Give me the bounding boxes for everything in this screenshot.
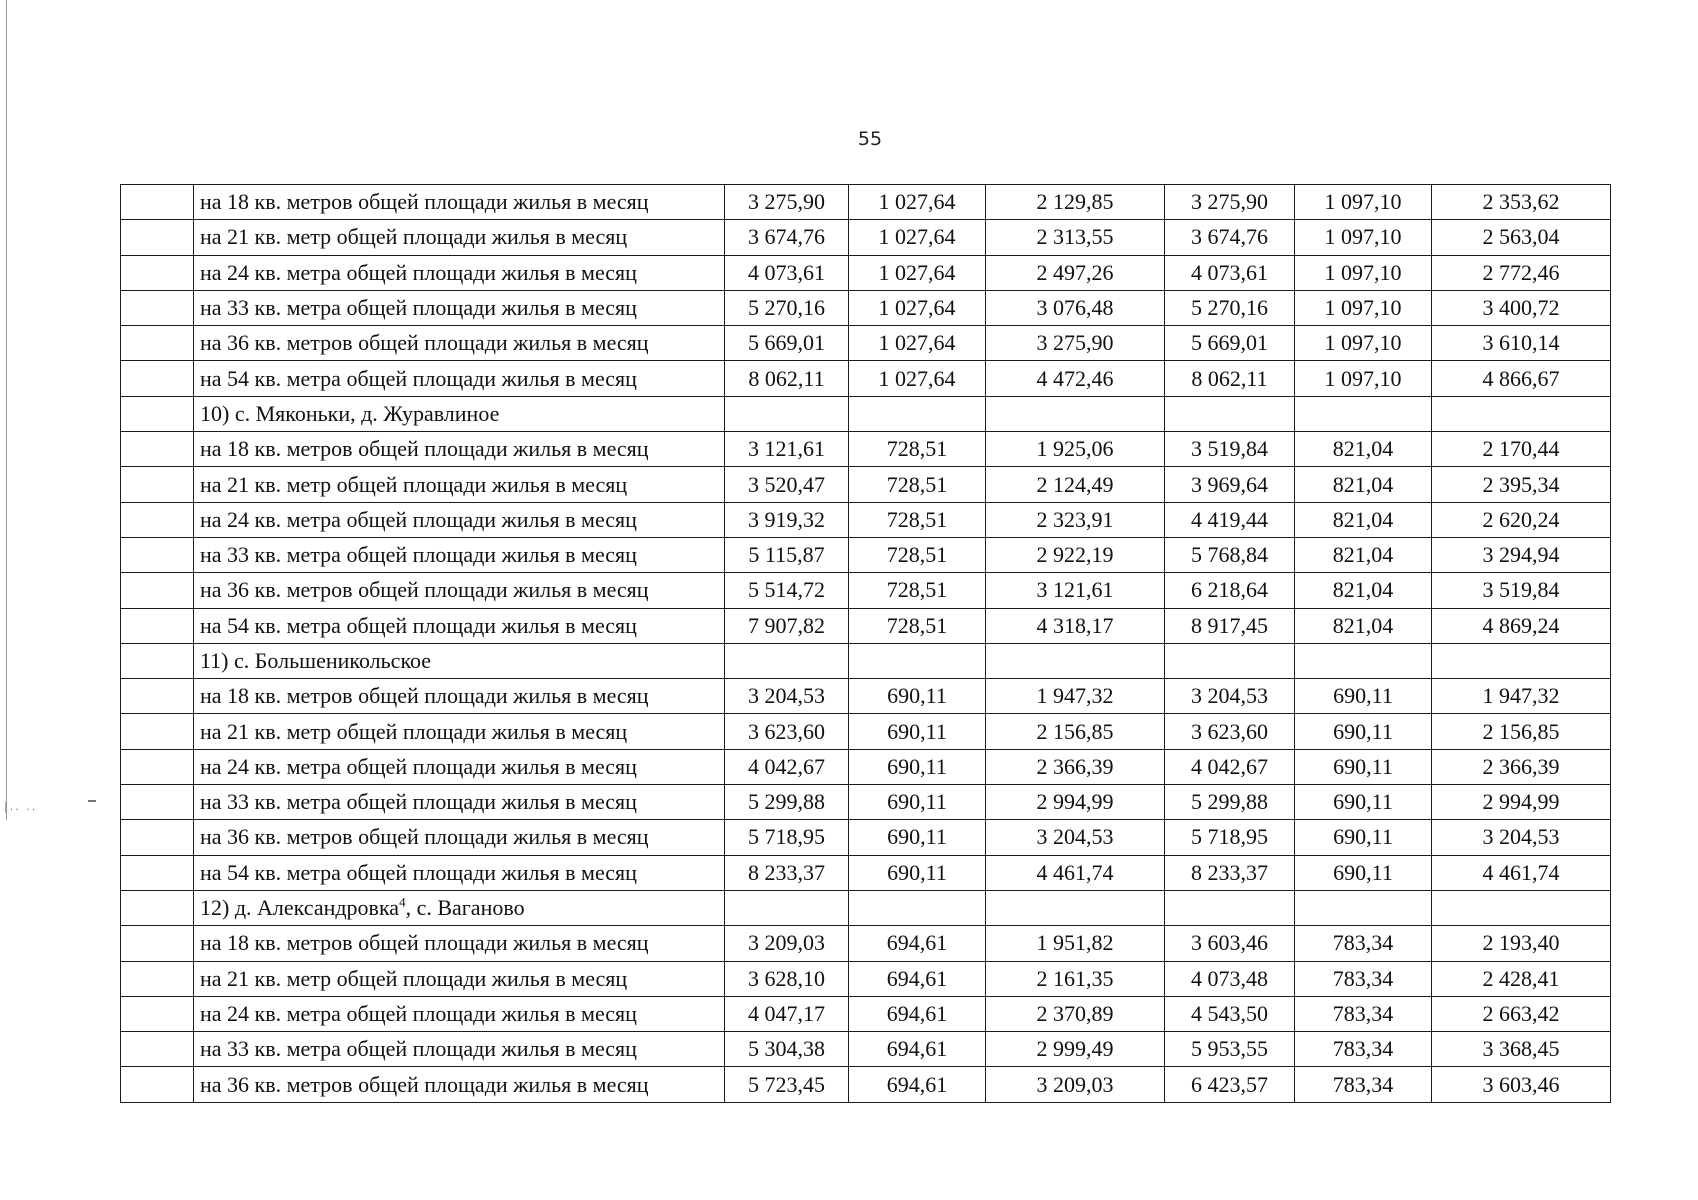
table-row xyxy=(121,467,1611,502)
value-cell: 5 669,01 xyxy=(725,326,849,361)
page-number: 55 xyxy=(857,128,883,150)
value-cell: 3 294,94 xyxy=(1432,537,1611,572)
empty-value-cell xyxy=(849,643,986,678)
empty-value-cell xyxy=(986,890,1165,925)
value-cell: 8 917,45 xyxy=(1165,608,1295,643)
value-cell: 2 663,42 xyxy=(1432,996,1611,1031)
value-cell: 3 275,90 xyxy=(986,326,1165,361)
value-cell: 3 519,84 xyxy=(1165,432,1295,467)
value-cell: 821,04 xyxy=(1295,608,1432,643)
area-norm-label: на 33 кв. метра общей площади жилья в месяц xyxy=(194,1032,725,1067)
value-cell: 2 772,46 xyxy=(1432,255,1611,290)
value-cell: 4 073,61 xyxy=(1165,255,1295,290)
value-cell: 3 275,90 xyxy=(1165,185,1295,220)
row-number-cell xyxy=(121,220,194,255)
value-cell: 2 193,40 xyxy=(1432,926,1611,961)
row-number-cell xyxy=(121,432,194,467)
value-cell: 5 718,95 xyxy=(1165,820,1295,855)
value-cell: 690,11 xyxy=(1295,714,1432,749)
value-cell: 5 718,95 xyxy=(725,820,849,855)
area-norm-label: на 21 кв. метр общей площади жилья в месяц xyxy=(194,467,725,502)
value-cell: 3 610,14 xyxy=(1432,326,1611,361)
row-number-cell xyxy=(121,573,194,608)
value-cell: 1 027,64 xyxy=(849,290,986,325)
value-cell: 3 628,10 xyxy=(725,961,849,996)
value-cell: 694,61 xyxy=(849,961,986,996)
table-row xyxy=(121,361,1611,396)
area-norm-label: на 24 кв. метра общей площади жилья в месяц xyxy=(194,502,725,537)
empty-value-cell xyxy=(1295,396,1432,431)
empty-value-cell xyxy=(1165,396,1295,431)
value-cell: 5 304,38 xyxy=(725,1032,849,1067)
table-row xyxy=(121,1032,1611,1067)
value-cell: 2 129,85 xyxy=(986,185,1165,220)
scan-artifact: |.. .. xyxy=(4,800,38,813)
area-norm-label: на 18 кв. метров общей площади жилья в месяц xyxy=(194,432,725,467)
area-norm-label: на 18 кв. метров общей площади жилья в месяц xyxy=(194,679,725,714)
value-cell: 4 318,17 xyxy=(986,608,1165,643)
area-norm-label: на 21 кв. метр общей площади жилья в месяц xyxy=(194,714,725,749)
table-row xyxy=(121,432,1611,467)
table-group-row xyxy=(121,643,1611,678)
value-cell: 1 097,10 xyxy=(1295,361,1432,396)
value-cell: 1 951,82 xyxy=(986,926,1165,961)
table-row xyxy=(121,679,1611,714)
value-cell: 1 097,10 xyxy=(1295,290,1432,325)
value-cell: 2 563,04 xyxy=(1432,220,1611,255)
area-norm-label: на 33 кв. метра общей площади жилья в месяц xyxy=(194,785,725,820)
value-cell: 4 042,67 xyxy=(725,749,849,784)
table-row xyxy=(121,502,1611,537)
row-number-cell xyxy=(121,537,194,572)
value-cell: 1 027,64 xyxy=(849,361,986,396)
row-number-cell xyxy=(121,890,194,925)
row-number-cell xyxy=(121,396,194,431)
table-row xyxy=(121,255,1611,290)
value-cell: 4 543,50 xyxy=(1165,996,1295,1031)
table-row xyxy=(121,855,1611,890)
value-cell: 6 218,64 xyxy=(1165,573,1295,608)
value-cell: 4 073,48 xyxy=(1165,961,1295,996)
value-cell: 3 623,60 xyxy=(1165,714,1295,749)
value-cell: 3 121,61 xyxy=(986,573,1165,608)
tariff-table xyxy=(120,184,1611,1103)
value-cell: 1 027,64 xyxy=(849,185,986,220)
table-row xyxy=(121,996,1611,1031)
scan-left-edge xyxy=(6,0,7,820)
value-cell: 690,11 xyxy=(849,679,986,714)
value-cell: 1 097,10 xyxy=(1295,185,1432,220)
value-cell: 2 124,49 xyxy=(986,467,1165,502)
scan-artifact-dash xyxy=(88,800,96,802)
value-cell: 1 097,10 xyxy=(1295,326,1432,361)
table-row xyxy=(121,573,1611,608)
value-cell: 3 919,32 xyxy=(725,502,849,537)
row-number-cell xyxy=(121,749,194,784)
value-cell: 3 520,47 xyxy=(725,467,849,502)
row-number-cell xyxy=(121,290,194,325)
value-cell: 8 233,37 xyxy=(1165,855,1295,890)
value-cell: 2 366,39 xyxy=(1432,749,1611,784)
empty-value-cell xyxy=(1295,890,1432,925)
value-cell: 821,04 xyxy=(1295,432,1432,467)
value-cell: 690,11 xyxy=(849,714,986,749)
value-cell: 690,11 xyxy=(1295,679,1432,714)
value-cell: 783,34 xyxy=(1295,1067,1432,1102)
empty-value-cell xyxy=(1432,396,1611,431)
value-cell: 1 947,32 xyxy=(1432,679,1611,714)
area-norm-label: на 24 кв. метра общей площади жилья в месяц xyxy=(194,255,725,290)
row-number-cell xyxy=(121,996,194,1031)
value-cell: 5 514,72 xyxy=(725,573,849,608)
value-cell: 3 519,84 xyxy=(1432,573,1611,608)
group-label-suffix: , с. Ваганово xyxy=(405,895,525,921)
value-cell: 1 027,64 xyxy=(849,326,986,361)
table-row xyxy=(121,290,1611,325)
value-cell: 2 353,62 xyxy=(1432,185,1611,220)
value-cell: 7 907,82 xyxy=(725,608,849,643)
value-cell: 2 994,99 xyxy=(986,785,1165,820)
value-cell: 4 042,67 xyxy=(1165,749,1295,784)
row-number-cell xyxy=(121,467,194,502)
value-cell: 2 156,85 xyxy=(1432,714,1611,749)
value-cell: 821,04 xyxy=(1295,467,1432,502)
value-cell: 4 866,67 xyxy=(1432,361,1611,396)
value-cell: 3 603,46 xyxy=(1165,926,1295,961)
value-cell: 5 299,88 xyxy=(1165,785,1295,820)
area-norm-label: на 24 кв. метра общей площади жилья в месяц xyxy=(194,749,725,784)
value-cell: 2 395,34 xyxy=(1432,467,1611,502)
row-number-cell xyxy=(121,961,194,996)
empty-value-cell xyxy=(725,643,849,678)
value-cell: 2 323,91 xyxy=(986,502,1165,537)
value-cell: 2 156,85 xyxy=(986,714,1165,749)
row-number-cell xyxy=(121,643,194,678)
row-number-cell xyxy=(121,502,194,537)
table-group-row xyxy=(121,890,1611,925)
value-cell: 5 723,45 xyxy=(725,1067,849,1102)
value-cell: 5 669,01 xyxy=(1165,326,1295,361)
settlement-group-label xyxy=(194,396,725,431)
row-number-cell xyxy=(121,820,194,855)
value-cell: 690,11 xyxy=(1295,855,1432,890)
value-cell: 4 461,74 xyxy=(1432,855,1611,890)
value-cell: 3 204,53 xyxy=(725,679,849,714)
value-cell: 694,61 xyxy=(849,996,986,1031)
value-cell: 694,61 xyxy=(849,1067,986,1102)
value-cell: 2 620,24 xyxy=(1432,502,1611,537)
row-number-cell xyxy=(121,185,194,220)
value-cell: 2 428,41 xyxy=(1432,961,1611,996)
table-row xyxy=(121,961,1611,996)
tariff-table-body xyxy=(121,185,1611,1103)
value-cell: 783,34 xyxy=(1295,961,1432,996)
row-number-cell xyxy=(121,855,194,890)
value-cell: 3 209,03 xyxy=(725,926,849,961)
value-cell: 5 270,16 xyxy=(1165,290,1295,325)
value-cell: 1 027,64 xyxy=(849,255,986,290)
group-label-text: 10) с. Мяконьки, д. Журавлиное xyxy=(200,400,500,426)
value-cell: 5 270,16 xyxy=(725,290,849,325)
empty-value-cell xyxy=(1165,890,1295,925)
value-cell: 728,51 xyxy=(849,432,986,467)
table-row xyxy=(121,326,1611,361)
empty-value-cell xyxy=(1432,643,1611,678)
table-row xyxy=(121,185,1611,220)
value-cell: 5 115,87 xyxy=(725,537,849,572)
value-cell: 3 368,45 xyxy=(1432,1032,1611,1067)
value-cell: 3 204,53 xyxy=(1165,679,1295,714)
footnote-marker: 4 xyxy=(399,894,406,910)
value-cell: 728,51 xyxy=(849,502,986,537)
value-cell: 3 204,53 xyxy=(986,820,1165,855)
row-number-cell xyxy=(121,926,194,961)
value-cell: 2 170,44 xyxy=(1432,432,1611,467)
empty-value-cell xyxy=(849,396,986,431)
row-number-cell xyxy=(121,714,194,749)
value-cell: 690,11 xyxy=(849,749,986,784)
value-cell: 690,11 xyxy=(1295,785,1432,820)
table-row xyxy=(121,820,1611,855)
value-cell: 1 027,64 xyxy=(849,220,986,255)
value-cell: 4 461,74 xyxy=(986,855,1165,890)
empty-value-cell xyxy=(1432,890,1611,925)
table-row xyxy=(121,785,1611,820)
value-cell: 1 925,06 xyxy=(986,432,1165,467)
value-cell: 4 419,44 xyxy=(1165,502,1295,537)
value-cell: 1 097,10 xyxy=(1295,220,1432,255)
table-row xyxy=(121,608,1611,643)
value-cell: 1 097,10 xyxy=(1295,255,1432,290)
value-cell: 5 953,55 xyxy=(1165,1032,1295,1067)
value-cell: 690,11 xyxy=(849,785,986,820)
value-cell: 690,11 xyxy=(1295,820,1432,855)
table-row xyxy=(121,749,1611,784)
row-number-cell xyxy=(121,679,194,714)
row-number-cell xyxy=(121,255,194,290)
value-cell: 3 674,76 xyxy=(725,220,849,255)
value-cell: 821,04 xyxy=(1295,502,1432,537)
value-cell: 2 161,35 xyxy=(986,961,1165,996)
row-number-cell xyxy=(121,326,194,361)
value-cell: 4 047,17 xyxy=(725,996,849,1031)
value-cell: 2 313,55 xyxy=(986,220,1165,255)
value-cell: 3 204,53 xyxy=(1432,820,1611,855)
area-norm-label: на 21 кв. метр общей площади жилья в месяц xyxy=(194,220,725,255)
area-norm-label: на 33 кв. метра общей площади жилья в месяц xyxy=(194,290,725,325)
value-cell: 3 121,61 xyxy=(725,432,849,467)
value-cell: 821,04 xyxy=(1295,573,1432,608)
value-cell: 2 994,99 xyxy=(1432,785,1611,820)
settlement-group-label xyxy=(194,890,725,925)
value-cell: 2 497,26 xyxy=(986,255,1165,290)
value-cell: 783,34 xyxy=(1295,996,1432,1031)
value-cell: 728,51 xyxy=(849,537,986,572)
table-row xyxy=(121,537,1611,572)
area-norm-label: на 18 кв. метров общей площади жилья в месяц xyxy=(194,185,725,220)
value-cell: 2 370,89 xyxy=(986,996,1165,1031)
value-cell: 3 674,76 xyxy=(1165,220,1295,255)
value-cell: 2 922,19 xyxy=(986,537,1165,572)
area-norm-label: на 54 кв. метра общей площади жилья в месяц xyxy=(194,361,725,396)
value-cell: 8 233,37 xyxy=(725,855,849,890)
row-number-cell xyxy=(121,1032,194,1067)
value-cell: 821,04 xyxy=(1295,537,1432,572)
area-norm-label: на 36 кв. метров общей площади жилья в месяц xyxy=(194,1067,725,1102)
row-number-cell xyxy=(121,361,194,396)
value-cell: 3 969,64 xyxy=(1165,467,1295,502)
area-norm-label: на 54 кв. метра общей площади жилья в месяц xyxy=(194,608,725,643)
area-norm-label: на 36 кв. метров общей площади жилья в месяц xyxy=(194,573,725,608)
value-cell: 3 400,72 xyxy=(1432,290,1611,325)
value-cell: 5 768,84 xyxy=(1165,537,1295,572)
value-cell: 4 869,24 xyxy=(1432,608,1611,643)
area-norm-label: на 36 кв. метров общей площади жилья в месяц xyxy=(194,820,725,855)
value-cell: 728,51 xyxy=(849,573,986,608)
value-cell: 694,61 xyxy=(849,926,986,961)
empty-value-cell xyxy=(849,890,986,925)
value-cell: 783,34 xyxy=(1295,1032,1432,1067)
group-label-text: 11) с. Большеникольское xyxy=(200,648,432,673)
area-norm-label: на 33 кв. метра общей площади жилья в месяц xyxy=(194,537,725,572)
settlement-group-label xyxy=(194,643,725,678)
row-number-cell xyxy=(121,785,194,820)
value-cell: 3 603,46 xyxy=(1432,1067,1611,1102)
value-cell: 3 076,48 xyxy=(986,290,1165,325)
empty-value-cell xyxy=(1295,643,1432,678)
table-row xyxy=(121,1067,1611,1102)
value-cell: 728,51 xyxy=(849,467,986,502)
empty-value-cell xyxy=(986,643,1165,678)
value-cell: 3 209,03 xyxy=(986,1067,1165,1102)
area-norm-label: на 54 кв. метра общей площади жилья в месяц xyxy=(194,855,725,890)
empty-value-cell xyxy=(725,396,849,431)
empty-value-cell xyxy=(986,396,1165,431)
area-norm-label: на 21 кв. метр общей площади жилья в месяц xyxy=(194,961,725,996)
value-cell: 783,34 xyxy=(1295,926,1432,961)
value-cell: 3 275,90 xyxy=(725,185,849,220)
table-row xyxy=(121,714,1611,749)
area-norm-label: на 36 кв. метров общей площади жилья в месяц xyxy=(194,326,725,361)
value-cell: 2 366,39 xyxy=(986,749,1165,784)
value-cell: 3 623,60 xyxy=(725,714,849,749)
value-cell: 728,51 xyxy=(849,608,986,643)
table-group-row xyxy=(121,396,1611,431)
value-cell: 4 073,61 xyxy=(725,255,849,290)
value-cell: 6 423,57 xyxy=(1165,1067,1295,1102)
group-label-text: 12) д. Александровка xyxy=(200,895,400,921)
value-cell: 2 999,49 xyxy=(986,1032,1165,1067)
area-norm-label: на 18 кв. метров общей площади жилья в месяц xyxy=(194,926,725,961)
value-cell: 4 472,46 xyxy=(986,361,1165,396)
row-number-cell xyxy=(121,1067,194,1102)
table-row xyxy=(121,926,1611,961)
value-cell: 690,11 xyxy=(1295,749,1432,784)
table-row xyxy=(121,220,1611,255)
empty-value-cell xyxy=(1165,643,1295,678)
value-cell: 1 947,32 xyxy=(986,679,1165,714)
value-cell: 694,61 xyxy=(849,1032,986,1067)
value-cell: 8 062,11 xyxy=(1165,361,1295,396)
value-cell: 690,11 xyxy=(849,855,986,890)
empty-value-cell xyxy=(725,890,849,925)
row-number-cell xyxy=(121,608,194,643)
value-cell: 690,11 xyxy=(849,820,986,855)
area-norm-label: на 24 кв. метра общей площади жилья в месяц xyxy=(194,996,725,1031)
value-cell: 8 062,11 xyxy=(725,361,849,396)
value-cell: 5 299,88 xyxy=(725,785,849,820)
